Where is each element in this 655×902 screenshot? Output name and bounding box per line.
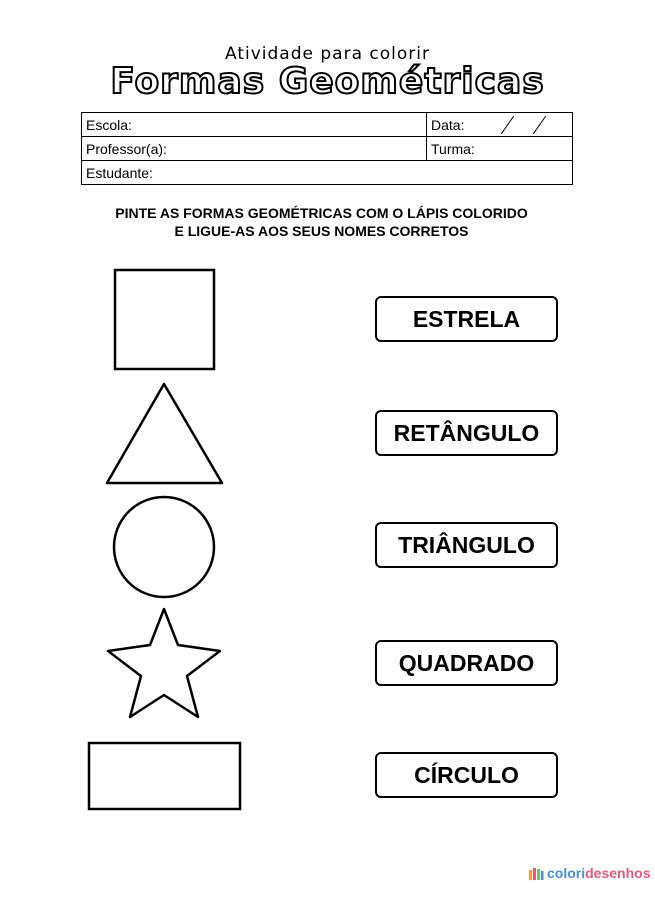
rectangle-icon[interactable] [89, 743, 240, 809]
label-retangulo[interactable]: RETÂNGULO [375, 410, 558, 456]
page-title: Formas Geométricas [110, 61, 545, 102]
instructions-line-1: PINTE AS FORMAS GEOMÉTRICAS COM O LÁPIS COLORIDO [115, 205, 528, 221]
pencils-icon [528, 866, 544, 880]
teacher-label: Professor(a): [86, 140, 167, 157]
logo-text-main: colori [547, 865, 586, 881]
activity-subtitle: Atividade para colorir [225, 44, 430, 64]
label-estrela[interactable]: ESTRELA [375, 296, 558, 342]
label-quadrado[interactable]: QUADRADO [375, 640, 558, 686]
circle-icon[interactable] [114, 497, 214, 597]
instructions-line-2: E LIGUE-AS AOS SEUS NOMES CORRETOS [174, 223, 469, 239]
label-circulo[interactable]: CÍRCULO [375, 752, 558, 798]
logo-text-accent: desenhos [585, 865, 651, 881]
square-icon[interactable] [115, 270, 214, 369]
label-triangulo[interactable]: TRIÂNGULO [375, 522, 558, 568]
student-label: Estudante: [86, 164, 153, 181]
triangle-icon[interactable] [107, 384, 222, 483]
star-icon[interactable] [108, 609, 220, 717]
school-label: Escola: [86, 116, 132, 133]
date-label: Data: [431, 116, 465, 133]
site-logo [528, 865, 650, 881]
class-label: Turma: [431, 140, 475, 157]
